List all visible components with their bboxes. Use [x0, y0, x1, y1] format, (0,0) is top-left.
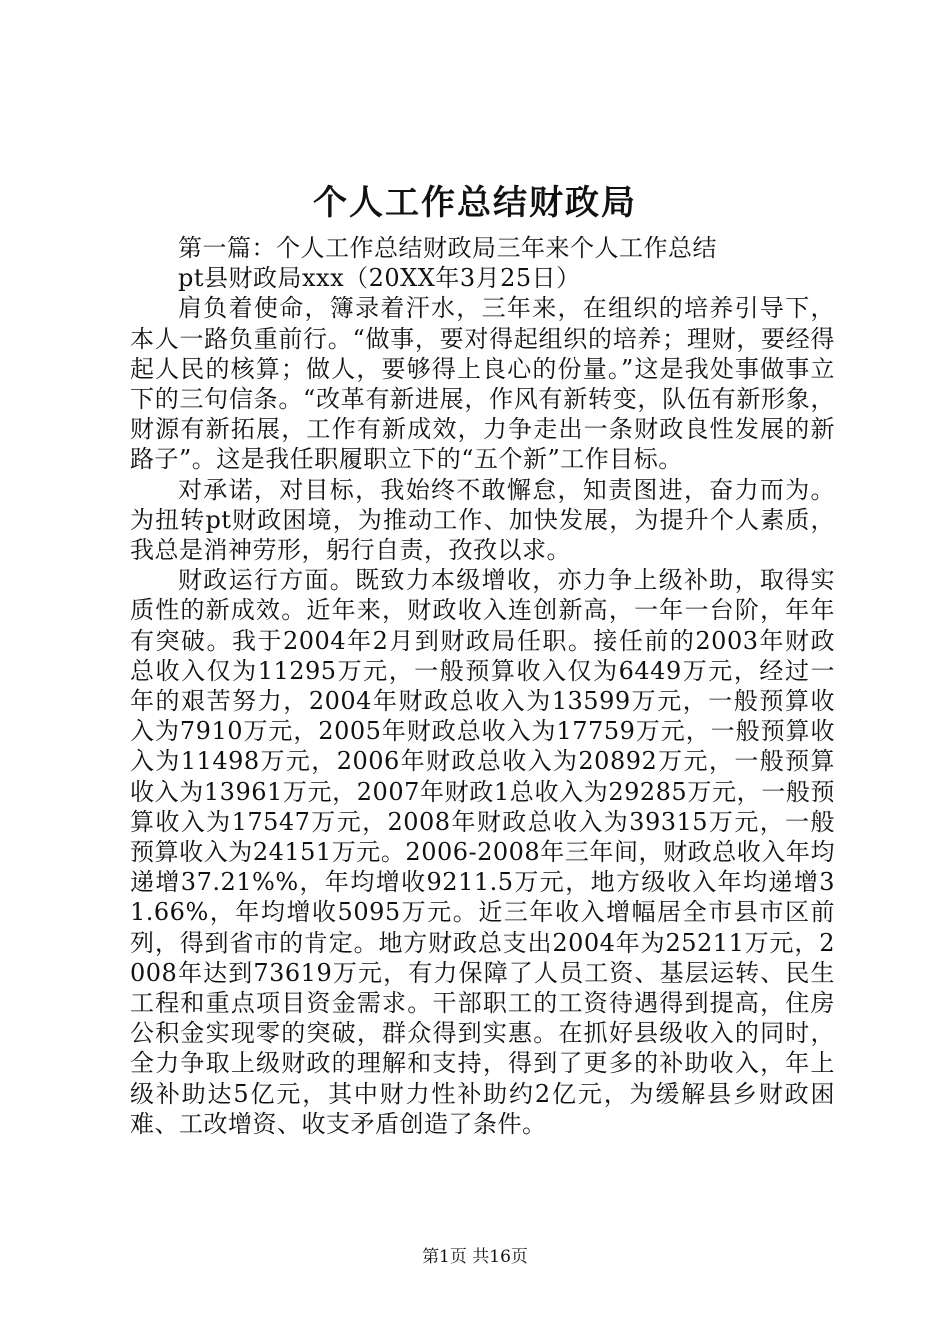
document-body	[130, 233, 835, 1139]
paragraph-mission: 肩负着使命，簿录着汗水，三年来，在组织的培养引导下，本人一路负重前行。“做事，要对得起组织的培养；理财，要经得起人民的核算；做人，要够得上良心的份量。”这是我处事做事立下的三句信条。“改革有新进展，作风有新转变，队伍有新形象，财源有新拓展，工作有新成效，力争走出一条财政良性发展的新路子”。这是我任职履职立下的“五个新”工作目标。	[130, 294, 835, 474]
document-title: 个人工作总结财政局	[313, 183, 637, 223]
paragraph-subtitle: 第一篇：个人工作总结财政局三年来个人工作总结	[178, 234, 717, 262]
page-number-footer: 第1页 共16页	[422, 1247, 528, 1267]
paragraph-fiscal-operation: 财政运行方面。既致力本级增收，亦力争上级补助，取得实质性的新成效。近年来，财政收入连创新高，一年一台阶，年年有突破。我于2004年2月到财政局任职。接任前的2003年财政总收入仅为11295万元，一般预算收入仅为6449万元，经过一年的艰苦努力，2004年财政总收入为13599万元，一般预算收入为7910万元，2005年财政总收入为17759万元，一般预算收入为11498万元，2006年财政总收入为20892万元，一般预算收入为13961万元，2007年财政1总收入为29285万元，一般预算收入为17547万元，2008年财政总收入为39315万元，一般预算收入为24151万元。2006-2008年三年间，财政总收入年均递增37.21%%，年均增收9211.5万元，地方级收入年均递增31.66%，年均增收5095万元。近三年收入增幅居全市县市区前列，得到省市的肯定。地方财政总支出2004年为25211万元，2008年达到73619万元，有力保障了人员工资、基层运转、民生工程和重点项目资金需求。干部职工的工资待遇得到提高，住房公积金实现零的突破，群众得到实惠。在抓好县级收入的同时，全力争取上级财政的理解和支持，得到了更多的补助收入，年上级补助达5亿元，其中财力性补助约2亿元，为缓解县乡财政困难、工改增资、收支矛盾创造了条件。	[130, 566, 835, 1138]
paragraph-author-date: pt县财政局xxx（20XX年3月25日）	[178, 264, 581, 293]
paragraph-commitment: 对承诺，对目标，我始终不敢懈怠，知责图进，奋力而为。为扭转pt财政困境，为推动工作、加快发展，为提升个人素质，我总是消神劳形，躬行自责，孜孜以求。	[130, 475, 835, 565]
